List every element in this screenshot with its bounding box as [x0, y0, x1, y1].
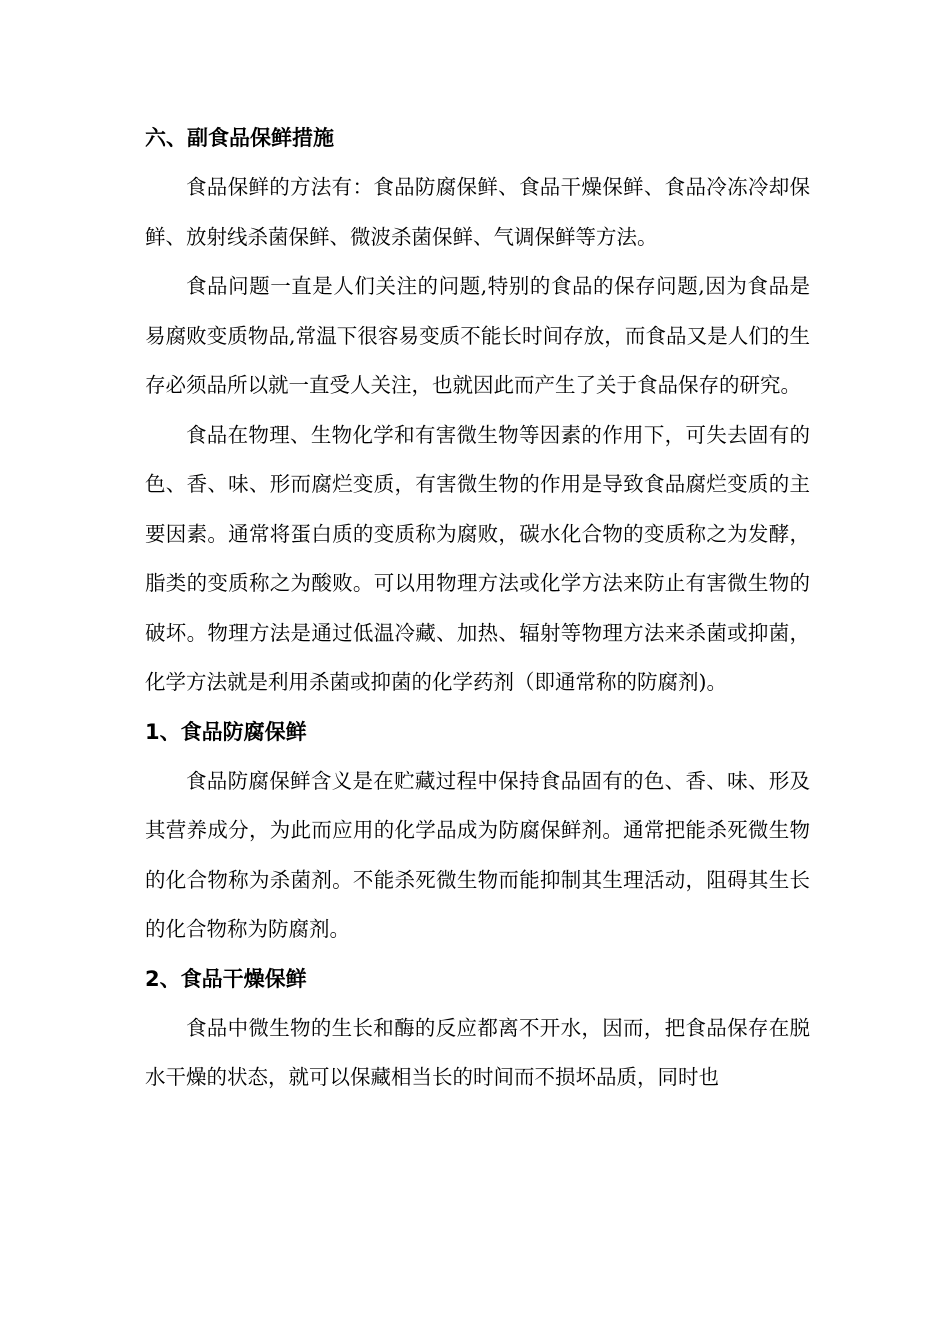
subsection-2-title: 2、食品干燥保鲜: [145, 966, 307, 991]
intro-paragraph-3: 食品在物理、生物化学和有害微生物等因素的作用下，可失去固有的色、香、味、形而腐烂变质，有害微生物的作用是导致食品腐烂变质的主要因素。通常将蛋白质的变质称为腐败，碳水化合物的变质称之为发酵，脂类的变质称之为酸败。可以用物理方法或化学方法来防止有害微生物的破坏。物理方法是通过低温冷藏、加热、辐射等物理方法来杀菌或抑菌，化学方法就是利用杀菌或抑菌的化学药剂（即通常称的防腐剂)。: [145, 422, 810, 694]
section-title: 六、副食品保鲜措施: [145, 126, 334, 150]
subsection-2-paragraph: 食品中微生物的生长和酶的反应都离不开水，因而，把食品保存在脱水干燥的状态，就可以保藏相当长的时间而不损坏品质，同时也: [145, 1015, 810, 1089]
intro-paragraph-1: 食品保鲜的方法有：食品防腐保鲜、食品干燥保鲜、食品冷冻冷却保鲜、放射线杀菌保鲜、微波杀菌保鲜、气调保鲜等方法。: [145, 175, 810, 249]
document-body: [145, 114, 810, 1103]
subsection-1-title: 1、食品防腐保鲜: [145, 719, 307, 744]
subsection-1-paragraph: 食品防腐保鲜含义是在贮藏过程中保持食品固有的色、香、味、形及其营养成分，为此而应用的化学品成为防腐保鲜剂。通常把能杀死微生物的化合物称为杀菌剂。不能杀死微生物而能抑制其生理活动，阻碍其生长的化合物称为防腐剂。: [145, 768, 810, 941]
intro-paragraph-2: 食品问题一直是人们关注的问题,特别的食品的保存问题,因为食品是易腐败变质物品,常温下很容易变质不能长时间存放，而食品又是人们的生存必须品所以就一直受人关注，也就因此而产生了关于食品保存的研究。: [145, 274, 810, 397]
